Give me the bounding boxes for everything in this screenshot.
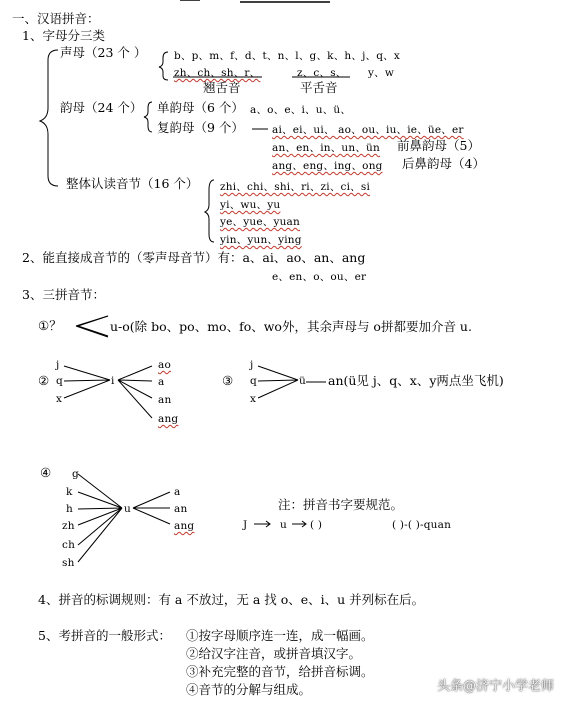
zero-initial-line1: 2、能直接成音节的（零声母音节）有：a、ai、ao、an、ang <box>22 250 366 265</box>
letters-three-classes: 1、字母分三类 <box>22 28 105 43</box>
zhengti-row4: yin、yun、ying <box>220 234 302 246</box>
item2-right-a: a <box>158 376 165 388</box>
dan-yunmu-list: a、o、e、i、u、ü、 <box>250 104 352 116</box>
shengmu-row1: b、p、m、f、d、t、n、l、g、k、h、j、q、x <box>174 50 400 62</box>
shengmu-qiao-list: zh、ch、sh、r、 <box>174 67 261 79</box>
hou-bi-list: ang、eng、ing、ong <box>272 160 383 172</box>
exam-form-4: ④音节的分解与组成。 <box>186 682 312 697</box>
shengmu-ping-list: z、c、s、 <box>297 67 347 79</box>
qiaoshe-label: 翘舌音 <box>203 80 241 95</box>
item4-left-sh: sh <box>62 557 75 569</box>
section1-heading: 一、汉语拼音： <box>12 11 100 26</box>
fu-yunmu-label: 复韵母（9 个） <box>157 120 244 135</box>
zhengti-row1: zhi、chi、shi、ri、zi、ci、si <box>220 181 371 193</box>
exam-forms-label: 5、考拼音的一般形式： <box>38 628 171 643</box>
hou-bi-label: 后鼻韵母（4） <box>402 156 485 171</box>
item3-mid-u: ü <box>299 375 306 387</box>
tone-rule: 4、拼音的标调规则：有 a 不放过，无 a 找 o、e、i、u 并列标在后。 <box>38 592 425 607</box>
triple-heading: 3、三拼音节： <box>22 287 105 302</box>
yunmu-label: 韵母（24 个） <box>60 100 143 115</box>
pingshe-label: 平舌音 <box>300 80 338 95</box>
dan-yunmu-label: 单韵母（6 个） <box>157 100 244 115</box>
item3-left-q: q <box>250 375 257 387</box>
item3-left-j: j <box>250 359 254 371</box>
exam-form-1: ①按字母顺序连一连，成一幅画。 <box>186 628 374 643</box>
item2-right-ao: ao <box>158 359 171 371</box>
formula-u: u <box>280 519 287 531</box>
item4-right-ang: ang <box>174 520 195 532</box>
item2-mid-i: i <box>111 375 115 387</box>
spelling-note: 注：拼音书字要规范。 <box>278 497 404 512</box>
fu-yunmu-list: ai、ei、ui、 ao、ou、iu、ie、üe、er <box>272 124 464 136</box>
item3-number: ③ <box>222 373 234 388</box>
qian-bi-list: an、en、in、un、ün <box>272 142 380 154</box>
item4-left-g: g <box>72 468 79 480</box>
item2-left-q: q <box>56 375 63 387</box>
watermark: 头条@济宁小学老师 <box>436 679 554 694</box>
qian-bi-label: 前鼻韵母（5） <box>397 138 480 153</box>
exam-form-2: ②给汉字注音，或拼音填汉字。 <box>186 646 362 661</box>
exam-form-3: ③补充完整的音节，给拼音标调。 <box>186 664 374 679</box>
zhengti-row3: ye、yue、yuan <box>220 216 300 228</box>
formula-j: J <box>243 519 248 531</box>
item4-right-a: a <box>174 486 181 498</box>
shengmu-label: 声母（23 个 ） <box>60 45 147 60</box>
item2-left-j: j <box>56 359 60 371</box>
zhengti-label: 整体认读音节（16 个） <box>66 176 199 191</box>
item4-mid-u: u <box>124 503 131 515</box>
item2-right-ang: ang <box>158 413 179 425</box>
item4-left-h: h <box>66 503 73 515</box>
zhengti-row2: yi、wu、yu <box>220 199 281 211</box>
item2-number: ② <box>38 373 50 388</box>
item1-number: ①？ <box>38 318 62 333</box>
item3-text: an(ü见 j、q、x、y两点坐飞机) <box>328 373 504 388</box>
item2-right-an: an <box>158 394 172 406</box>
item3-left-x: x <box>250 393 257 405</box>
formula-blank-2: ( )-( )-quan <box>392 519 452 531</box>
zero-initial-line2: e、en、o、ou、er <box>272 271 367 283</box>
formula-blank-1: ( ) <box>310 519 323 531</box>
item1-text: u-o(除 bo、po、mo、fo、wo外，其余声母与 o拼都要加介音 u. <box>110 319 472 334</box>
item4-left-zh: zh <box>62 520 75 532</box>
item4-left-ch: ch <box>62 539 76 551</box>
item4-right-an: an <box>174 503 188 515</box>
item4-left-k: k <box>66 486 73 498</box>
shengmu-yw: y、w <box>368 67 395 79</box>
item4-number: ④ <box>40 465 52 480</box>
item2-left-x: x <box>56 393 63 405</box>
